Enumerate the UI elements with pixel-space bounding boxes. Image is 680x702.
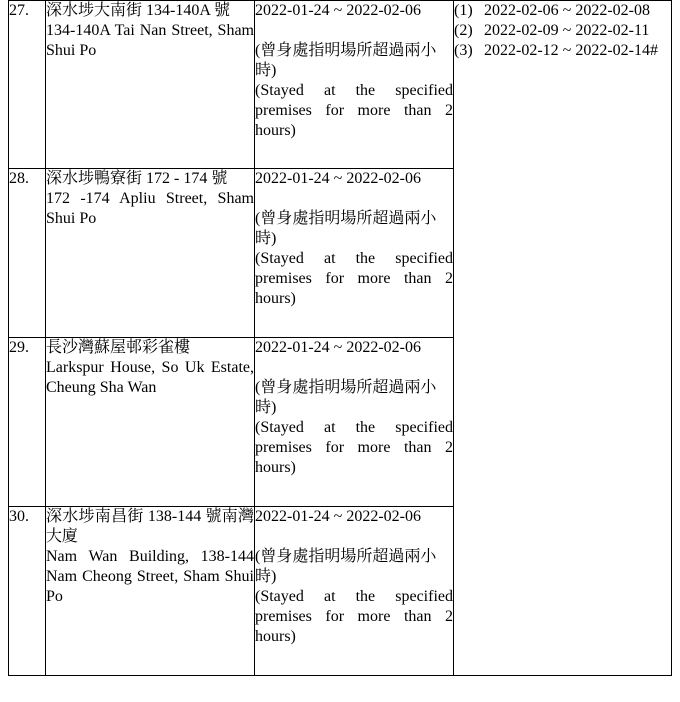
row-number: 27.	[9, 1, 46, 169]
address-chinese: 深水埗鴨寮街 172 - 174 號	[46, 170, 228, 187]
address-english: 172 -174 Apliu Street, Sham Shui Po	[46, 190, 254, 227]
date-range: 2022-01-24 ~ 2022-02-06	[255, 339, 421, 356]
row-number: 29.	[9, 338, 46, 507]
list-item	[454, 21, 671, 41]
address-cell	[46, 169, 255, 338]
note-english: (Stayed at the specified premises for more than 2 hours)	[255, 82, 453, 139]
note-english: (Stayed at the specified premises for more than 2 hours)	[255, 250, 453, 307]
table-row	[9, 1, 672, 169]
date-cell	[255, 338, 454, 507]
address-english: Nam Wan Building, 138-144 Nam Cheong Street, Sham Shui Po	[46, 548, 254, 605]
list-item	[454, 1, 671, 21]
address-cell	[46, 1, 255, 169]
address-chinese: 長沙灣蘇屋邨彩雀樓	[46, 339, 191, 356]
note-english: (Stayed at the specified premises for more than 2 hours)	[255, 588, 453, 645]
note-english: (Stayed at the specified premises for more than 2 hours)	[255, 419, 453, 476]
list-item-label: (2)	[454, 22, 473, 39]
premises-table	[8, 0, 672, 676]
date-range: 2022-01-24 ~ 2022-02-06	[255, 170, 421, 187]
list-item	[454, 41, 671, 61]
list-item-text: 2022-02-12 ~ 2022-02-14#	[484, 42, 658, 59]
row-number: 28.	[9, 169, 46, 338]
address-cell	[46, 338, 255, 507]
list-item-label: (1)	[454, 2, 473, 19]
list-item-label: (3)	[454, 42, 473, 59]
address-english: Larkspur House, So Uk Estate, Cheung Sha Wan	[46, 359, 254, 396]
note-chinese: (曾身處指明場所超過兩小時)	[255, 42, 437, 79]
note-chinese: (曾身處指明場所超過兩小時)	[255, 379, 437, 416]
date-range: 2022-01-24 ~ 2022-02-06	[255, 2, 421, 19]
list-item-text: 2022-02-09 ~ 2022-02-11	[484, 22, 650, 39]
test-dates-cell	[454, 1, 672, 676]
address-cell	[46, 507, 255, 676]
list-item-text: 2022-02-06 ~ 2022-02-08	[484, 2, 650, 19]
address-english: 134-140A Tai Nan Street, Sham Shui Po	[46, 22, 254, 59]
row-number: 30.	[9, 507, 46, 676]
date-cell	[255, 1, 454, 169]
date-cell	[255, 507, 454, 676]
address-chinese: 深水埗南昌街 138-144 號南灣大廈	[46, 508, 254, 545]
note-chinese: (曾身處指明場所超過兩小時)	[255, 210, 437, 247]
date-range: 2022-01-24 ~ 2022-02-06	[255, 508, 421, 525]
address-chinese: 深水埗大南街 134-140A 號	[46, 2, 231, 19]
date-cell	[255, 169, 454, 338]
note-chinese: (曾身處指明場所超過兩小時)	[255, 548, 437, 585]
